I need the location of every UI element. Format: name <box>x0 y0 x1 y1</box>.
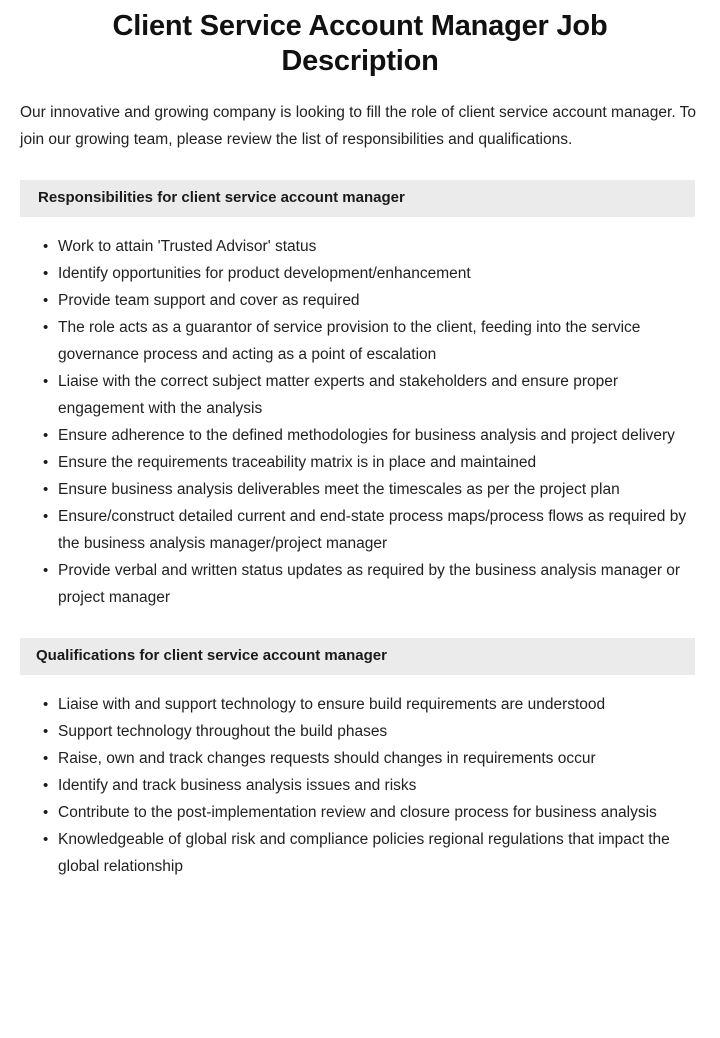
list-item: • Identify opportunities for product development/enhancement <box>43 260 695 287</box>
list-item: • Liaise with the correct subject matter experts and stakeholders and ensure proper engagement with the analysis <box>43 368 695 422</box>
list-item: • Knowledgeable of global risk and compliance policies regional regulations that impact the global relationship <box>43 826 695 880</box>
responsibilities-list <box>0 217 720 611</box>
list-item: • Identify and track business analysis issues and risks <box>43 772 695 799</box>
section-qualifications <box>0 638 720 880</box>
list-item: • Ensure adherence to the defined methodologies for business analysis and project delivery <box>43 422 695 449</box>
list-item: • Provide team support and cover as required <box>43 287 695 314</box>
section-responsibilities <box>0 180 720 611</box>
qualifications-list <box>0 675 720 880</box>
list-item: • Provide verbal and written status updates as required by the business analysis manager or project manager <box>43 557 695 611</box>
list-item: • Ensure/construct detailed current and end-state process maps/process flows as required by the business analysis manager/project manager <box>43 503 695 557</box>
list-item: • Ensure business analysis deliverables meet the timescales as per the project plan <box>43 476 695 503</box>
list-item: • Work to attain 'Trusted Advisor' status <box>43 233 695 260</box>
section-heading-responsibilities: Responsibilities for client service account manager <box>20 180 695 217</box>
section-heading-qualifications: Qualifications for client service account manager <box>20 638 695 675</box>
list-item: • Liaise with and support technology to ensure build requirements are understood <box>43 691 695 718</box>
page-title: Client Service Account Manager Job Description <box>112 10 608 77</box>
list-item: • Contribute to the post-implementation review and closure process for business analysis <box>43 799 695 826</box>
intro-paragraph: Our innovative and growing company is looking to fill the role of client service account manager. To join our growing team, please review the list of responsibilities and qualifications. <box>20 104 697 148</box>
list-item: • Raise, own and track changes requests should changes in requirements occur <box>43 745 695 772</box>
list-item: • Support technology throughout the build phases <box>43 718 695 745</box>
bottom-spacer <box>0 880 720 890</box>
list-item: • Ensure the requirements traceability matrix is in place and maintained <box>43 449 695 476</box>
list-item: • The role acts as a guarantor of service provision to the client, feeding into the service governance process and acting as a point of escalation <box>43 314 695 368</box>
